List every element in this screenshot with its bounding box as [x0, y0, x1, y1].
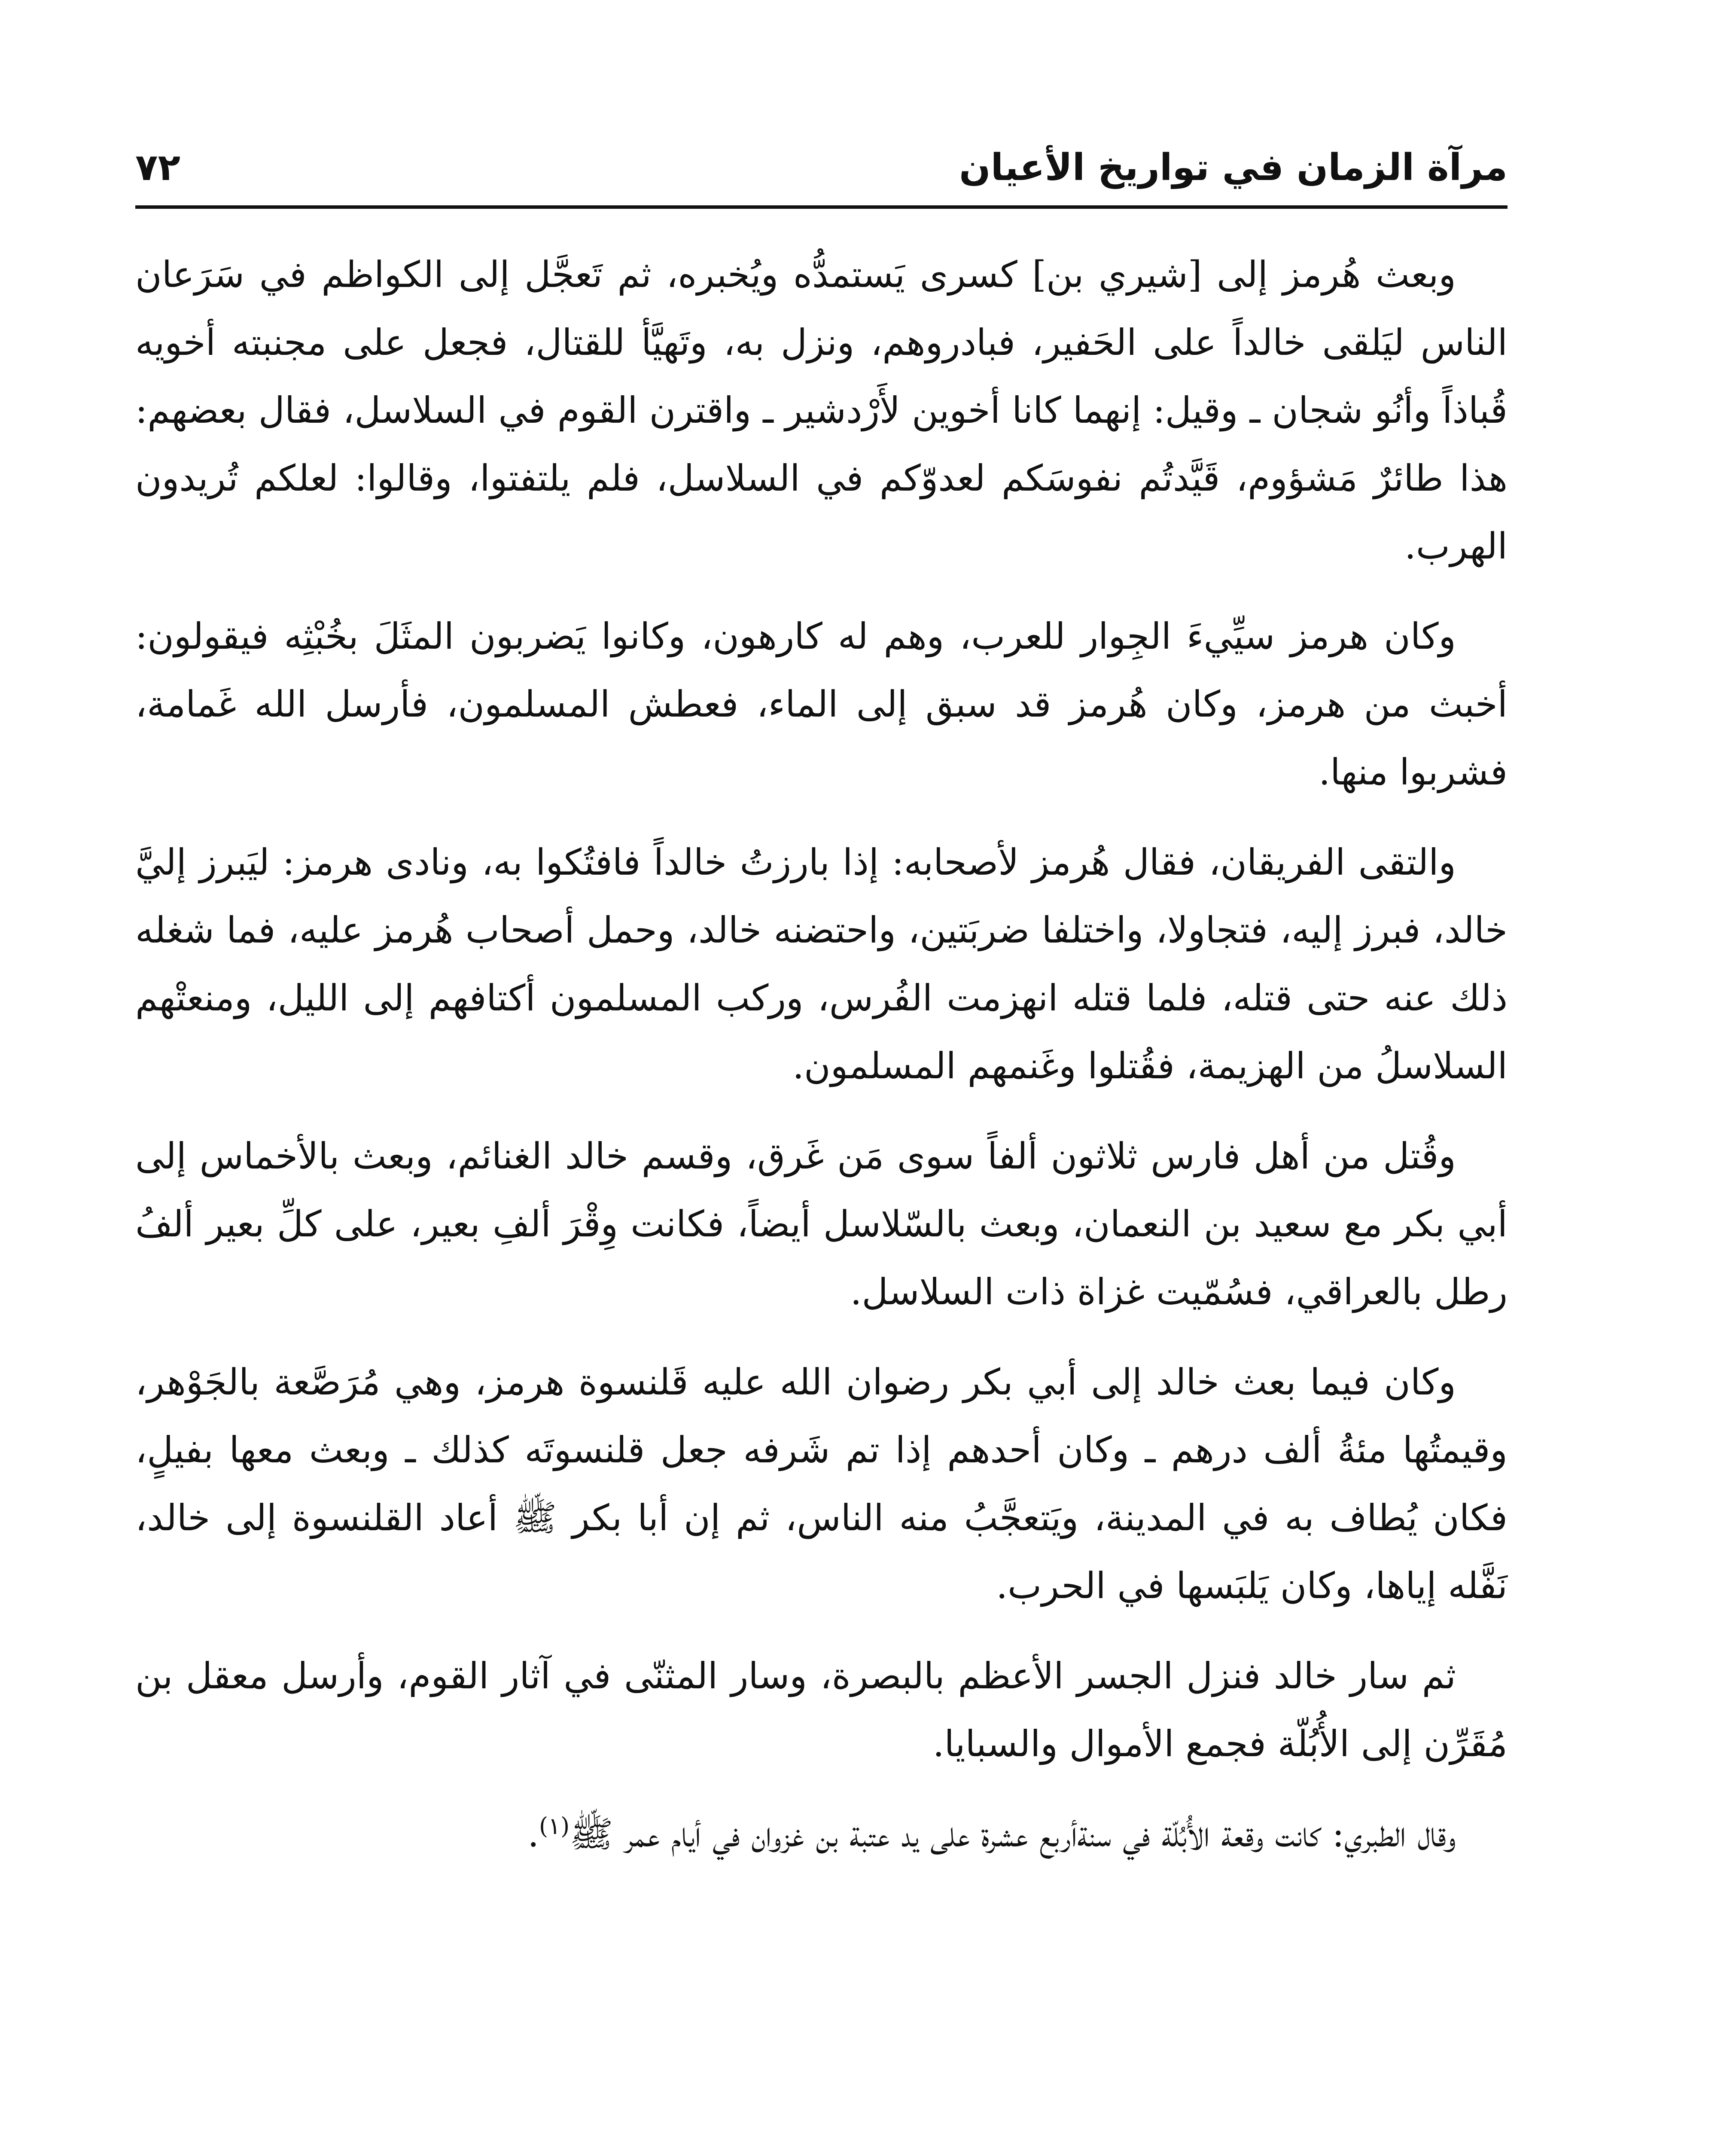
running-title: مرآة الزمان في تواريخ الأعيان: [959, 146, 1508, 189]
page-header: [135, 142, 1508, 206]
last-paragraph-end: .: [527, 1813, 539, 1855]
paragraph: وبعث هُرمز إلى [شيري بن] كسرى يَستمدُّه ويُخبره، ثم تَعجَّل إلى الكواظم في سَرَعان الناس ليَلقى خالداً على الحَفير، فبادروهم، ونزل به، وتَهيَّأ للقتال، فجعل على مجنبته أخويه قُباذاً وأنُو شجان ـ وقيل: إنهما كانا أخوين لأَرْدشير ـ واقترن القوم في السلاسل، فقال بعضهم: هذا طائرٌ مَشؤوم، قَيَّدتُم نفوسَكم لعدوّكم في السلاسل، فلم يلتفتوا، وقالوا: لعلكم تُريدون الهرب.: [135, 253, 1508, 567]
header-rule: [135, 205, 1508, 209]
paragraph: ثم سار خالد فنزل الجسر الأعظم بالبصرة، وسار المثنّى في آثار القوم، وأرسل معقل بن مُقَرِّن إلى الأُبُلّة فجمع الأموال والسبايا.: [135, 1655, 1508, 1765]
paragraph: وكان فيما بعث خالد إلى أبي بكر رضوان الله عليه قَلنسوة هرمز، وهي مُرَصَّعة بالجَوْهر، وقيمتُها مئةُ ألف درهم ـ وكان أحدهم إذا تم شَرفه جعل قلنسوتَه كذلك ـ وبعث معها بفيلٍ، فكان يُطاف به في المدينة، ويَتعجَّبُ منه الناس، ثم إن أبا بكر ﷺ أعاد القلنسوة إلى خالد، نَفَّله إياها، وكان يَلبَسها في الحرب.: [135, 1361, 1508, 1607]
body-text: [135, 241, 1508, 1890]
last-paragraph-text: وقال الطبري: كانت وقعة الأُبُلّة في سنةأربع عشرة على يد عتبة بن غزوان في أيام عمر ﷺ: [570, 1813, 1456, 1855]
page-number: ٧٢: [135, 146, 180, 189]
paragraph: وكان هرمز سيِّيءَ الجِوار للعرب، وهم له كارهون، وكانوا يَضربون المثَلَ بخُبْثِه فيقولون: أخبث من هرمز، وكان هُرمز قد سبق إلى الماء، فعطش المسلمون، فأرسل الله غَمامة، فشربوا منها.: [135, 615, 1508, 793]
paragraph: والتقى الفريقان، فقال هُرمز لأصحابه: إذا بارزتُ خالداً فافتُكوا به، ونادى هرمز: ليَبرز إليَّ خالد، فبرز إليه، فتجاولا، واختلفا ضربَتين، واحتضنه خالد، وحمل أصحاب هُرمز عليه، فما شغله ذلك عنه حتى قتله، فلما قتله انهزمت الفُرس، وركب المسلمون أكتافهم إلى الليل، ومنعتْهم السلاسلُ من الهزيمة، فقُتلوا وغَنمهم المسلمون.: [135, 841, 1508, 1087]
footnote-reference: (١): [539, 1812, 570, 1840]
paragraph: وقُتل من أهل فارس ثلاثون ألفاً سوى مَن غَرق، وقسم خالد الغنائم، وبعث بالأخماس إلى أبي بكر مع سعيد بن النعمان، وبعث بالسّلاسل أيضاً، فكانت وِقْرَ ألفِ بعير، على كلِّ بعير ألفُ رطل بالعراقي، فسُمّيت غزاة ذات السلاسل.: [135, 1135, 1508, 1313]
paragraph-last: [135, 1800, 1508, 1868]
